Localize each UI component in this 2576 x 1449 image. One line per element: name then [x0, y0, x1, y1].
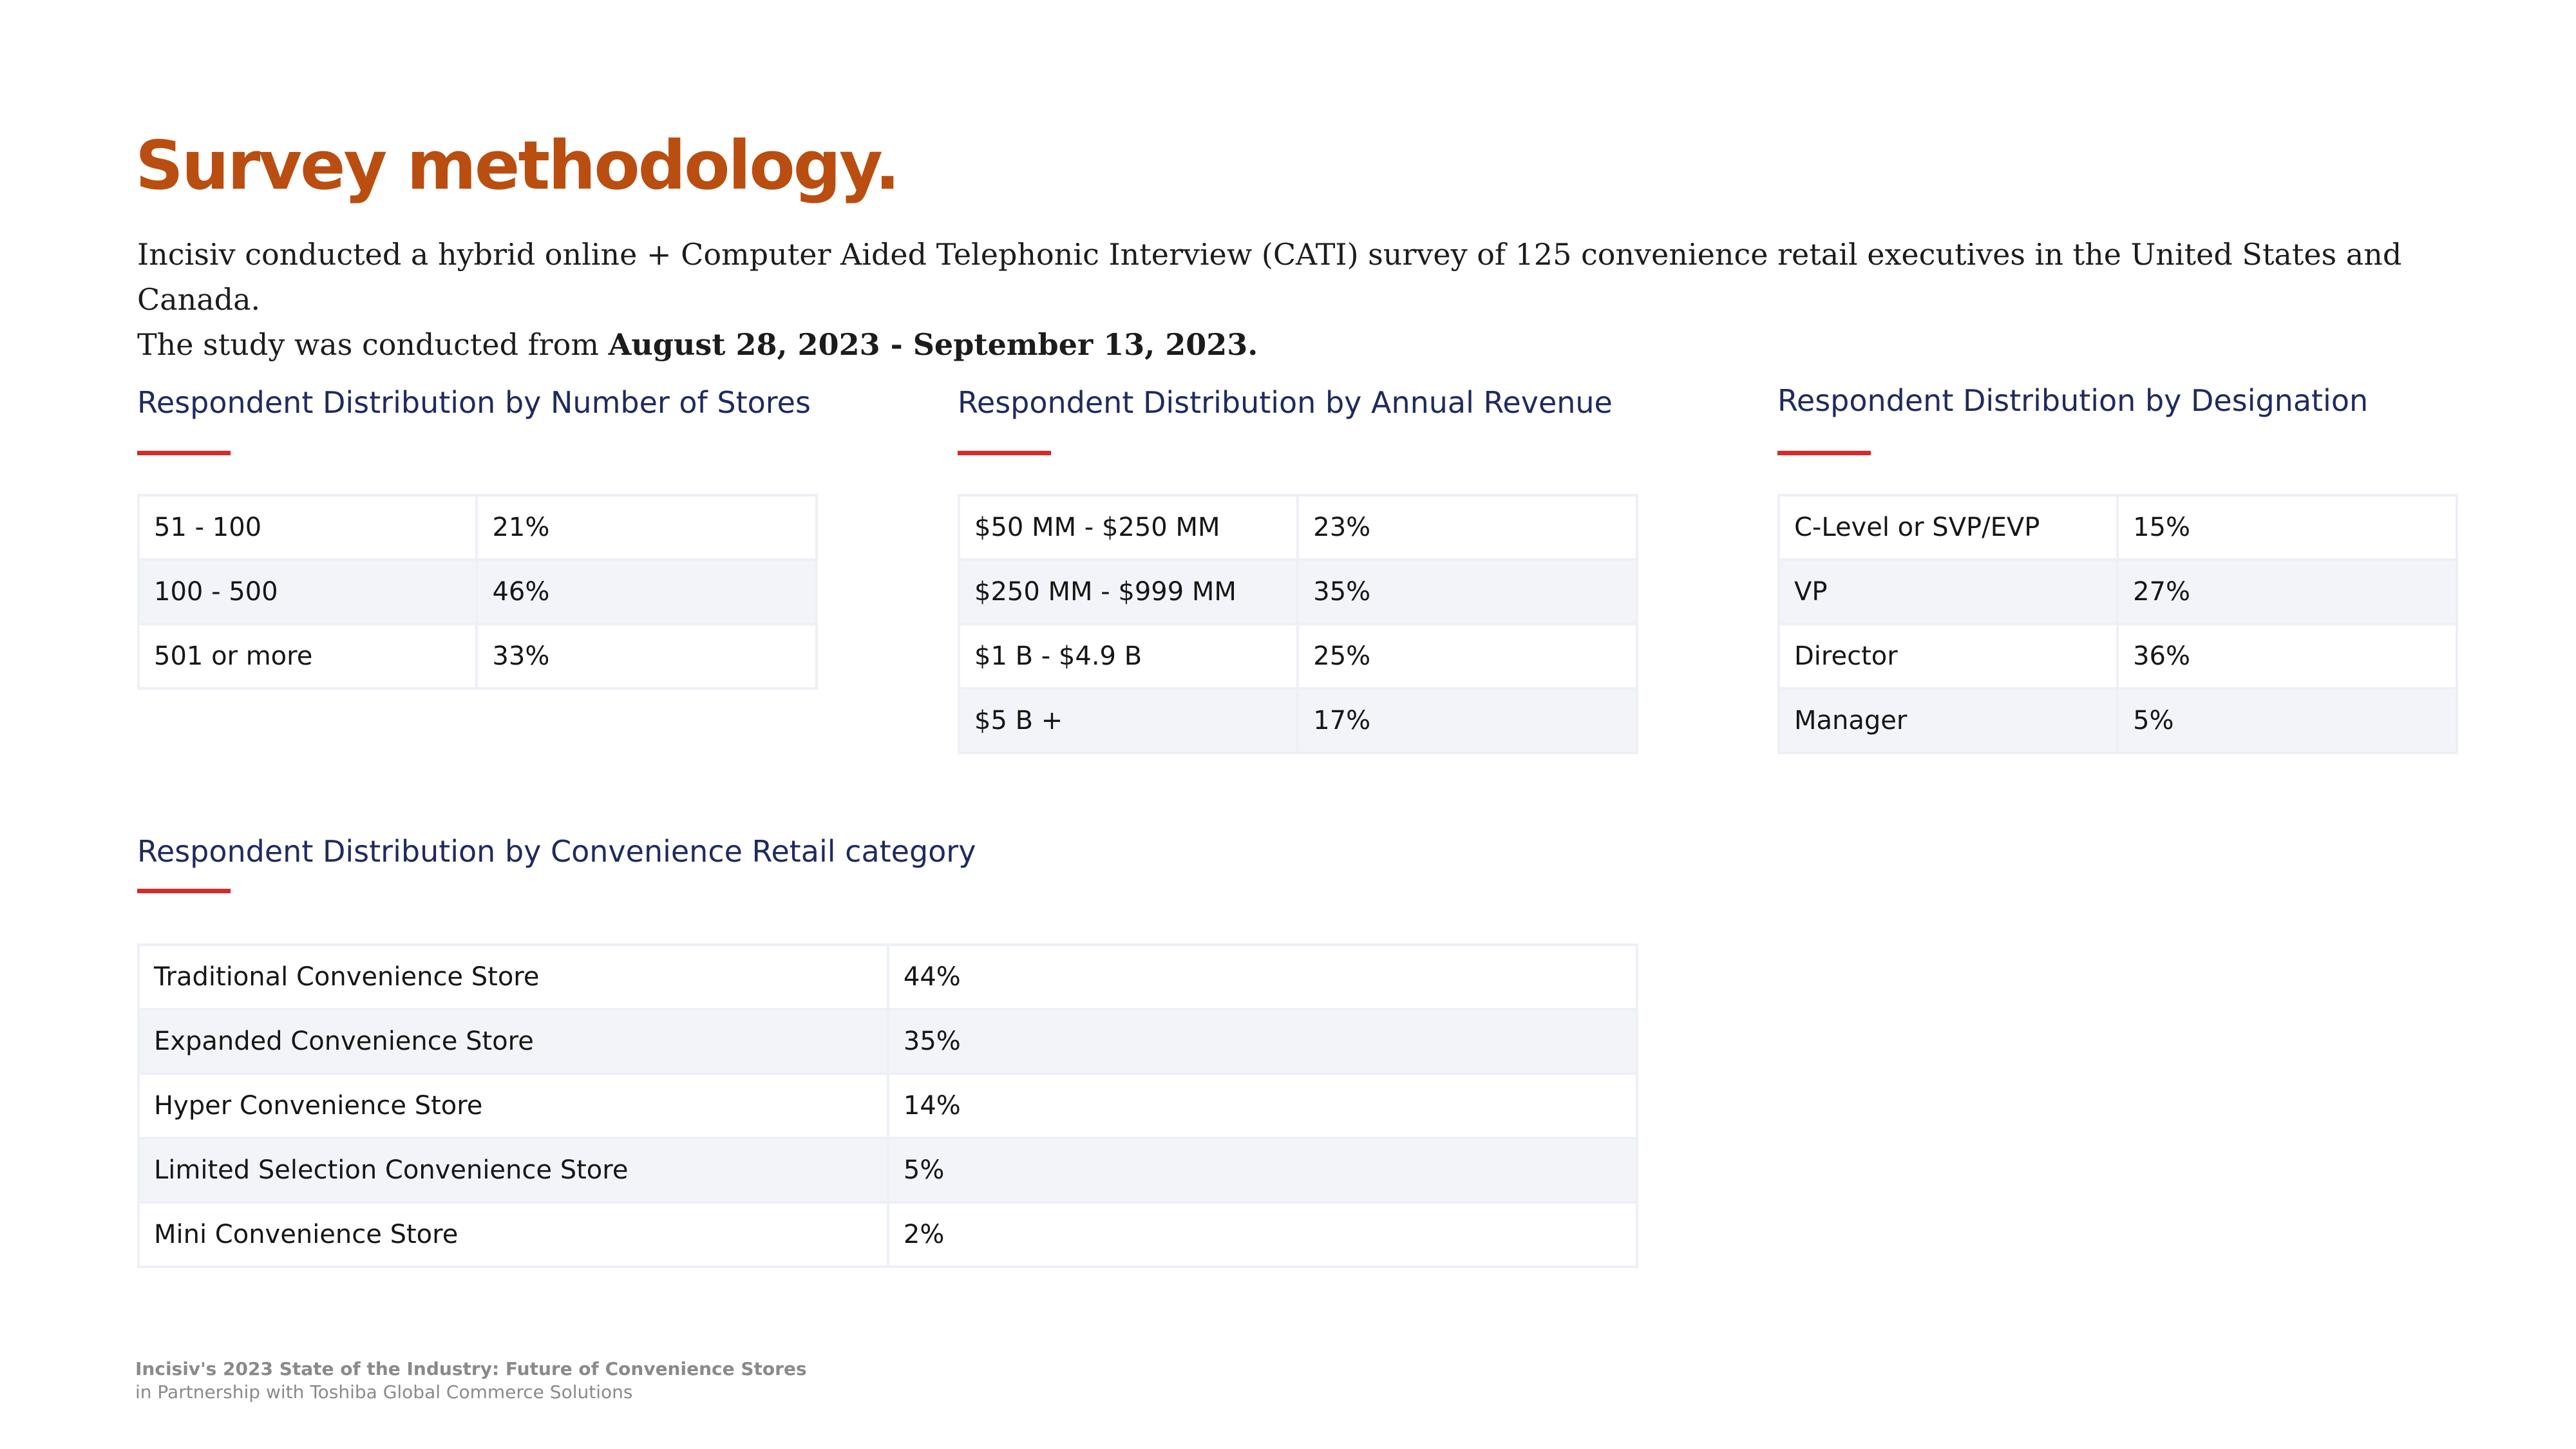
intro-paragraph	[137, 232, 2520, 367]
row-label: Hyper Convenience Store	[138, 1074, 888, 1138]
row-label: Limited Selection Convenience Store	[138, 1138, 888, 1202]
row-label: Mini Convenience Store	[138, 1202, 888, 1267]
row-label: Director	[1779, 624, 2117, 688]
table-row	[959, 495, 1637, 560]
row-label: Manager	[1779, 688, 2117, 753]
designation-section	[1777, 381, 2458, 754]
intro-line-1: Incisiv conducted a hybrid online + Computer Aided Telephonic Interview (CATI) survey of 125 convenience retail executives in the United States and Canada.	[137, 237, 2402, 317]
row-value: 5%	[2117, 688, 2457, 753]
study-dates: August 28, 2023 - September 13, 2023.	[608, 327, 1258, 362]
category-section	[137, 832, 1638, 1268]
row-value: 35%	[1298, 560, 1637, 624]
table-row	[138, 624, 817, 688]
designation-section-title: Respondent Distribution by Designation	[1777, 383, 2369, 418]
row-value: 33%	[477, 624, 817, 688]
row-value: 14%	[888, 1074, 1637, 1138]
stores-section-title: Respondent Distribution by Number of Stores	[137, 385, 811, 420]
row-value: 35%	[888, 1009, 1637, 1074]
footer-partnership: in Partnership with Toshiba Global Commerce Solutions	[135, 1381, 633, 1403]
row-value: 15%	[2117, 495, 2457, 560]
row-value: 25%	[1298, 624, 1637, 688]
table-row	[138, 1074, 1637, 1138]
table-row	[1779, 624, 2457, 688]
stores-section	[137, 383, 818, 690]
stores-title-underline	[137, 451, 231, 455]
table-row	[1779, 688, 2457, 753]
footer-report-title: Incisiv's 2023 State of the Industry: Future of Convenience Stores	[135, 1358, 807, 1379]
row-value: 2%	[888, 1202, 1637, 1267]
row-value: 46%	[477, 560, 817, 624]
row-label: $50 MM - $250 MM	[959, 495, 1298, 560]
row-value: 23%	[1298, 495, 1637, 560]
stores-table	[137, 494, 818, 690]
intro-line-2-prefix: The study was conducted from	[137, 327, 609, 362]
row-label: VP	[1779, 560, 2117, 624]
table-row	[959, 560, 1637, 624]
table-row	[959, 688, 1637, 753]
row-value: 36%	[2117, 624, 2457, 688]
row-label: Traditional Convenience Store	[138, 945, 888, 1009]
row-label: $250 MM - $999 MM	[959, 560, 1298, 624]
table-row	[1779, 560, 2457, 624]
row-value: 17%	[1298, 688, 1637, 753]
page-title: Survey methodology.	[135, 126, 898, 205]
row-label: C-Level or SVP/EVP	[1779, 495, 2117, 560]
row-value: 44%	[888, 945, 1637, 1009]
category-section-title: Respondent Distribution by Convenience Retail category	[137, 834, 976, 869]
table-row	[138, 945, 1637, 1009]
row-label: $1 B - $4.9 B	[959, 624, 1298, 688]
table-row	[138, 1202, 1637, 1267]
revenue-section	[958, 383, 1638, 754]
row-label: 501 or more	[138, 624, 477, 688]
table-row	[138, 1009, 1637, 1074]
row-label: 51 - 100	[138, 495, 477, 560]
table-row	[138, 1138, 1637, 1202]
row-label: Expanded Convenience Store	[138, 1009, 888, 1074]
table-row	[138, 560, 817, 624]
table-row	[959, 624, 1637, 688]
table-row	[138, 495, 817, 560]
revenue-title-underline	[958, 451, 1051, 455]
revenue-table	[958, 494, 1638, 754]
row-label: 100 - 500	[138, 560, 477, 624]
designation-table	[1777, 494, 2458, 754]
row-value: 21%	[477, 495, 817, 560]
row-value: 5%	[888, 1138, 1637, 1202]
category-table	[137, 943, 1638, 1268]
row-label: $5 B +	[959, 688, 1298, 753]
category-title-underline	[137, 889, 231, 893]
table-row	[1779, 495, 2457, 560]
designation-title-underline	[1777, 451, 1871, 455]
footer	[135, 1358, 807, 1404]
revenue-section-title: Respondent Distribution by Annual Revenue	[958, 385, 1613, 420]
row-value: 27%	[2117, 560, 2457, 624]
